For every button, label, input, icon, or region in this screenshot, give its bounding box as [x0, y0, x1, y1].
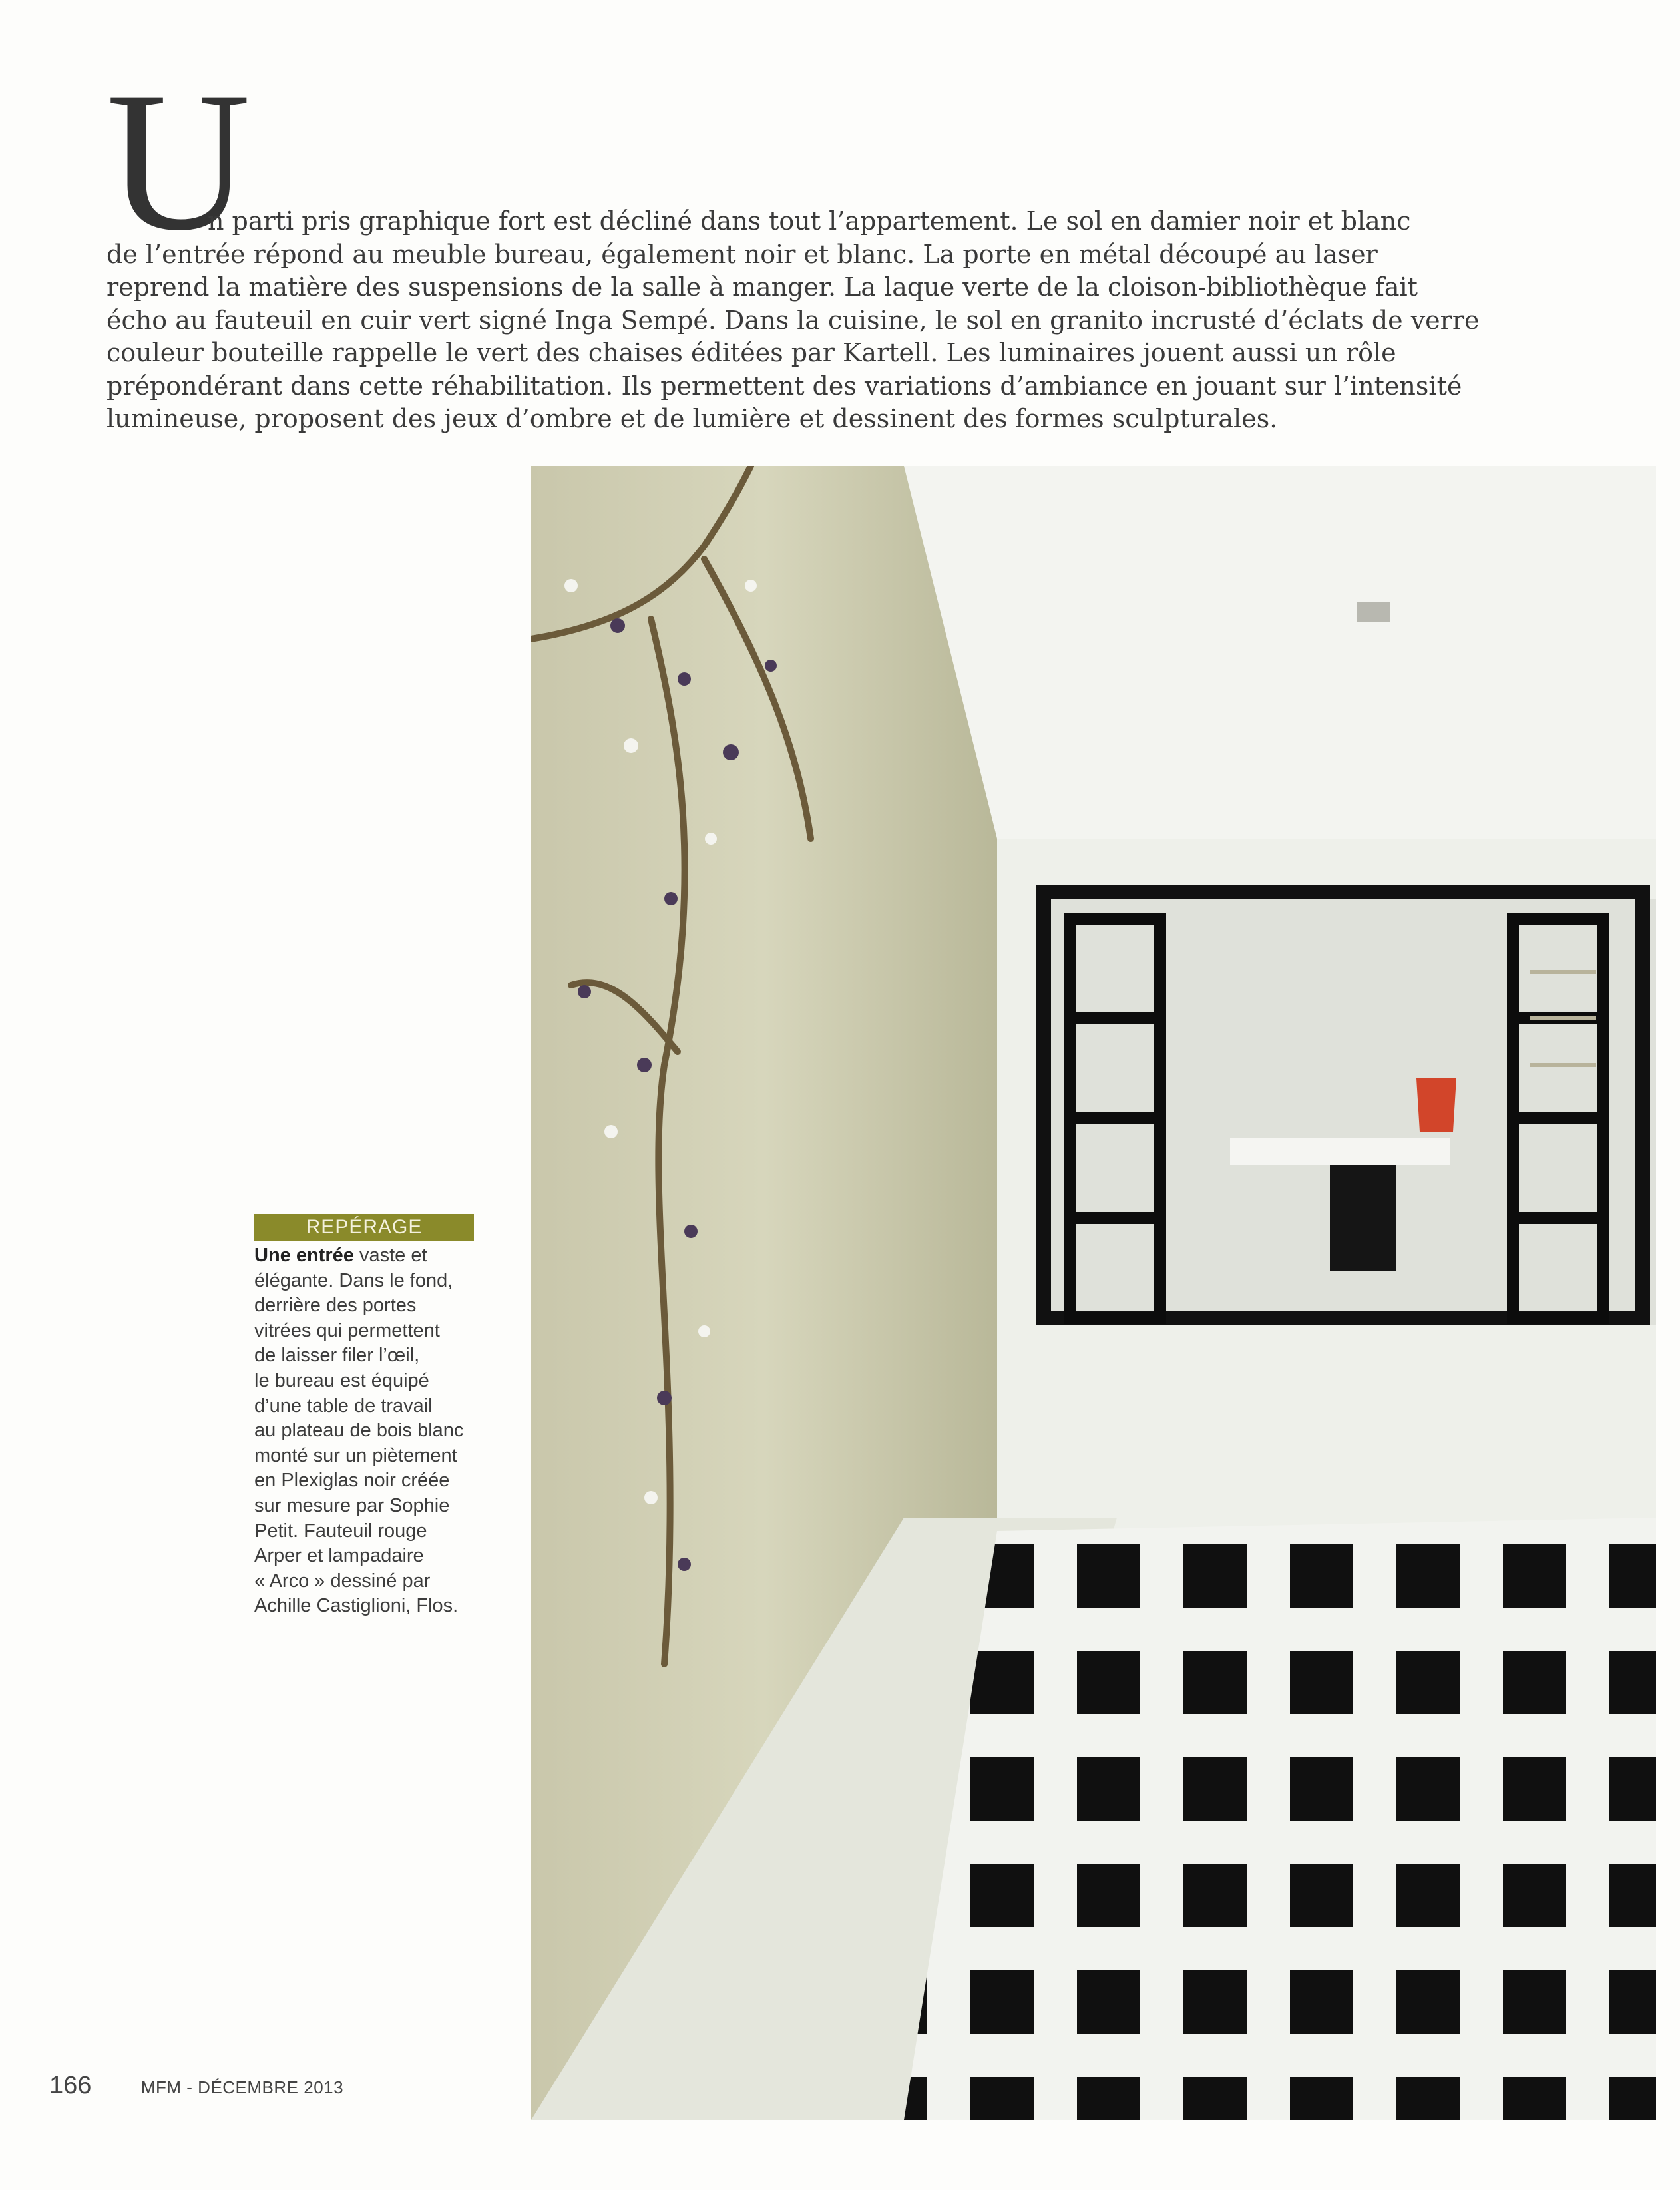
intro-paragraph: [106, 87, 1480, 436]
caption-first-rest: vaste et: [353, 1245, 427, 1266]
caption-line: derrière des portes: [254, 1295, 417, 1317]
intro-line: couleur bouteille rappelle le vert des chaises éditées par Kartell. Les luminaires jouent aussi un rôle: [106, 338, 1396, 367]
page-footer: [49, 2072, 343, 2100]
intro-line: reprend la matière des suspensions de la salle à manger. La laque verte de la cloison-bibliothèque fait: [106, 272, 1418, 302]
caption-line: Petit. Fauteuil rouge: [254, 1520, 427, 1542]
entrance-hall-photo: [531, 466, 1656, 2120]
caption-line: [254, 1243, 474, 1269]
reperage-badge: REPÉRAGE: [254, 1214, 474, 1241]
caption-line: Arper et lampadaire: [254, 1545, 424, 1567]
intro-line: écho au fauteuil en cuir vert signé Inga Sempé. Dans la cuisine, le sol en granito incrusté d’éclats de verre: [106, 305, 1480, 335]
reperage-sidebar: [254, 1214, 474, 1619]
photo-caption: [254, 1243, 474, 1619]
intro-line: de l’entrée répond au meuble bureau, également noir et blanc. La porte en métal découpé au laser: [106, 239, 1378, 269]
caption-lead: Une entrée: [254, 1245, 354, 1266]
drop-cap: U: [106, 51, 251, 272]
caption-line: en Plexiglas noir créée: [254, 1470, 450, 1492]
magazine-issue: MFM - DÉCEMBRE 2013: [140, 2078, 344, 2097]
caption-line: le bureau est équipé: [254, 1369, 429, 1391]
caption-line: sur mesure par Sophie: [254, 1494, 450, 1516]
page-number: 166: [49, 2072, 92, 2099]
caption-line: élégante. Dans le fond,: [254, 1269, 453, 1291]
caption-line: au plateau de bois blanc: [254, 1420, 464, 1442]
caption-line: d’une table de travail: [254, 1395, 433, 1417]
caption-line: Achille Castiglioni, Flos.: [254, 1595, 459, 1617]
caption-line: « Arco » dessiné par: [254, 1570, 431, 1592]
intro-line: n parti pris graphique fort est décliné dans tout l’appartement. Le sol en damier noir et blanc: [208, 206, 1411, 236]
caption-line: de laisser filer l’œil,: [254, 1345, 420, 1367]
intro-line: lumineuse, proposent des jeux d’ombre et de lumière et dessinent des formes sculpturales.: [106, 404, 1278, 433]
intro-line: prépondérant dans cette réhabilitation. Ils permettent des variations d’ambiance en jouant sur l’intensité: [106, 371, 1462, 401]
caption-line: monté sur un piètement: [254, 1444, 457, 1466]
caption-line: vitrées qui permettent: [254, 1319, 440, 1341]
